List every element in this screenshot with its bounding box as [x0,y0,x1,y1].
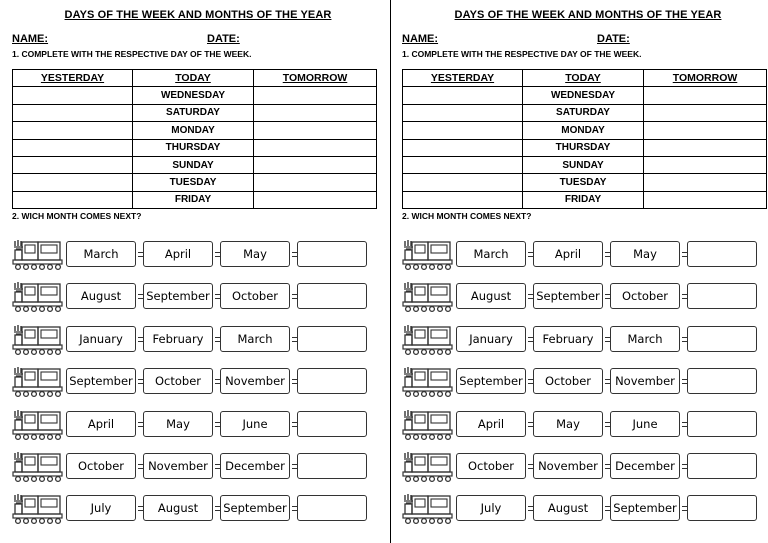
table-row [13,87,377,104]
yesterday-answer-cell[interactable] [403,156,523,173]
answer-wagon[interactable] [297,453,367,479]
month-wagon: April [143,241,213,267]
today-cell: WEDNESDAY [523,87,644,104]
tomorrow-answer-cell[interactable] [644,139,767,156]
table-row [13,139,377,156]
month-wagon: October [610,283,680,309]
train-row [402,277,768,313]
month-wagon: October [533,368,603,394]
train-row [402,320,768,356]
month-wagon: September [456,368,526,394]
yesterday-answer-cell[interactable] [13,87,133,104]
table-row [403,122,767,139]
month-wagon: September [66,368,136,394]
month-wagon: September [610,495,680,521]
table-row [13,104,377,121]
tomorrow-answer-cell[interactable] [644,87,767,104]
month-wagon: October [66,453,136,479]
train-engine-icon [402,409,454,441]
train-engine-icon [12,451,64,483]
month-wagon: August [533,495,603,521]
tomorrow-answer-cell[interactable] [644,191,767,208]
question-1: 1. COMPLETE WITH THE RESPECTIVE DAY OF THE WEEK. [12,49,252,59]
yesterday-header: YESTERDAY [13,70,133,87]
month-wagon: April [456,411,526,437]
table-header-row [13,70,377,87]
month-wagon: November [220,368,290,394]
table-row [403,104,767,121]
table-row [403,156,767,173]
yesterday-answer-cell[interactable] [403,87,523,104]
train-engine-icon [402,366,454,398]
answer-wagon[interactable] [297,495,367,521]
yesterday-answer-cell[interactable] [13,174,133,191]
tomorrow-answer-cell[interactable] [254,87,377,104]
month-wagon: March [220,326,290,352]
answer-wagon[interactable] [687,495,757,521]
table-row [13,174,377,191]
month-wagon: November [533,453,603,479]
today-cell: THURSDAY [133,139,254,156]
today-cell: FRIDAY [133,191,254,208]
month-wagon: May [610,241,680,267]
table-row [403,174,767,191]
train-row [402,489,768,525]
month-wagon: September [143,283,213,309]
month-wagon: March [610,326,680,352]
table-row [13,191,377,208]
answer-wagon[interactable] [297,326,367,352]
train-row [12,235,384,271]
today-cell: TUESDAY [523,174,644,191]
tomorrow-answer-cell[interactable] [644,104,767,121]
train-row [402,235,768,271]
train-engine-icon [12,409,64,441]
month-wagon: January [66,326,136,352]
month-wagon: January [456,326,526,352]
name-label: NAME: [12,33,49,45]
question-2: 2. WICH MONTH COMES NEXT? [12,211,142,221]
yesterday-header: YESTERDAY [403,70,523,87]
today-cell: SATURDAY [133,104,254,121]
yesterday-answer-cell[interactable] [403,122,523,139]
yesterday-answer-cell[interactable] [403,139,523,156]
yesterday-answer-cell[interactable] [403,104,523,121]
train-row [12,277,384,313]
train-engine-icon [12,493,64,525]
train-engine-icon [402,324,454,356]
train-row [402,447,768,483]
today-cell: MONDAY [133,122,254,139]
month-wagon: August [143,495,213,521]
answer-wagon[interactable] [687,368,757,394]
yesterday-answer-cell[interactable] [403,174,523,191]
worksheet-right [402,0,768,543]
answer-wagon[interactable] [687,283,757,309]
yesterday-answer-cell[interactable] [13,191,133,208]
month-wagon: December [610,453,680,479]
month-wagon: November [610,368,680,394]
month-wagon: October [143,368,213,394]
answer-wagon[interactable] [297,241,367,267]
tomorrow-answer-cell[interactable] [644,122,767,139]
answer-wagon[interactable] [687,241,757,267]
month-wagon: April [66,411,136,437]
train-engine-icon [12,324,64,356]
days-table [402,69,767,209]
month-wagon: July [456,495,526,521]
tomorrow-answer-cell[interactable] [644,174,767,191]
train-row [12,320,384,356]
month-wagon: May [533,411,603,437]
table-row [403,139,767,156]
table-row [13,156,377,173]
today-cell: THURSDAY [523,139,644,156]
month-wagon: May [143,411,213,437]
train-row [12,362,384,398]
tomorrow-answer-cell[interactable] [644,156,767,173]
month-wagon: October [456,453,526,479]
month-wagon: November [143,453,213,479]
today-cell: SUNDAY [133,156,254,173]
tomorrow-answer-cell[interactable] [254,104,377,121]
train-engine-icon [12,281,64,313]
train-row [402,362,768,398]
answer-wagon[interactable] [297,283,367,309]
month-wagon: July [66,495,136,521]
question-2: 2. WICH MONTH COMES NEXT? [402,211,532,221]
table-row [403,87,767,104]
tomorrow-answer-cell[interactable] [254,191,377,208]
month-wagon: February [533,326,603,352]
month-wagon: October [220,283,290,309]
worksheet-title: DAYS OF THE WEEK AND MONTHS OF THE YEAR [64,9,332,21]
today-cell: WEDNESDAY [133,87,254,104]
tomorrow-answer-cell[interactable] [254,174,377,191]
today-header: TODAY [133,70,254,87]
answer-wagon[interactable] [297,411,367,437]
date-label: DATE: [207,33,240,45]
month-wagon: September [220,495,290,521]
month-wagon: March [66,241,136,267]
yesterday-answer-cell[interactable] [403,191,523,208]
month-wagon: September [533,283,603,309]
month-wagon: June [610,411,680,437]
today-header: TODAY [523,70,644,87]
train-engine-icon [402,239,454,271]
answer-wagon[interactable] [297,368,367,394]
train-engine-icon [402,451,454,483]
today-cell: MONDAY [523,122,644,139]
tomorrow-answer-cell[interactable] [254,139,377,156]
tomorrow-header: TOMORROW [254,70,377,87]
answer-wagon[interactable] [687,326,757,352]
tomorrow-answer-cell[interactable] [254,156,377,173]
tomorrow-header: TOMORROW [644,70,767,87]
month-wagon: February [143,326,213,352]
month-wagon: May [220,241,290,267]
train-row [12,405,384,441]
today-cell: SUNDAY [523,156,644,173]
yesterday-answer-cell[interactable] [13,104,133,121]
date-label: DATE: [597,33,630,45]
month-wagon: August [456,283,526,309]
train-engine-icon [402,281,454,313]
today-cell: FRIDAY [523,191,644,208]
name-label: NAME: [402,33,439,45]
worksheet-left [12,0,384,543]
train-row [12,447,384,483]
question-1: 1. COMPLETE WITH THE RESPECTIVE DAY OF THE WEEK. [402,49,642,59]
worksheet-title: DAYS OF THE WEEK AND MONTHS OF THE YEAR [454,9,722,21]
days-table [12,69,377,209]
answer-wagon[interactable] [687,453,757,479]
today-cell: SATURDAY [523,104,644,121]
yesterday-answer-cell[interactable] [13,156,133,173]
table-row [13,122,377,139]
month-wagon: June [220,411,290,437]
page-divider [390,0,391,543]
yesterday-answer-cell[interactable] [13,122,133,139]
train-row [12,489,384,525]
answer-wagon[interactable] [687,411,757,437]
tomorrow-answer-cell[interactable] [254,122,377,139]
month-wagon: August [66,283,136,309]
train-engine-icon [12,239,64,271]
month-wagon: April [533,241,603,267]
train-row [402,405,768,441]
today-cell: TUESDAY [133,174,254,191]
train-engine-icon [402,493,454,525]
train-engine-icon [12,366,64,398]
month-wagon: December [220,453,290,479]
yesterday-answer-cell[interactable] [13,139,133,156]
table-header-row [403,70,767,87]
table-row [403,191,767,208]
month-wagon: March [456,241,526,267]
